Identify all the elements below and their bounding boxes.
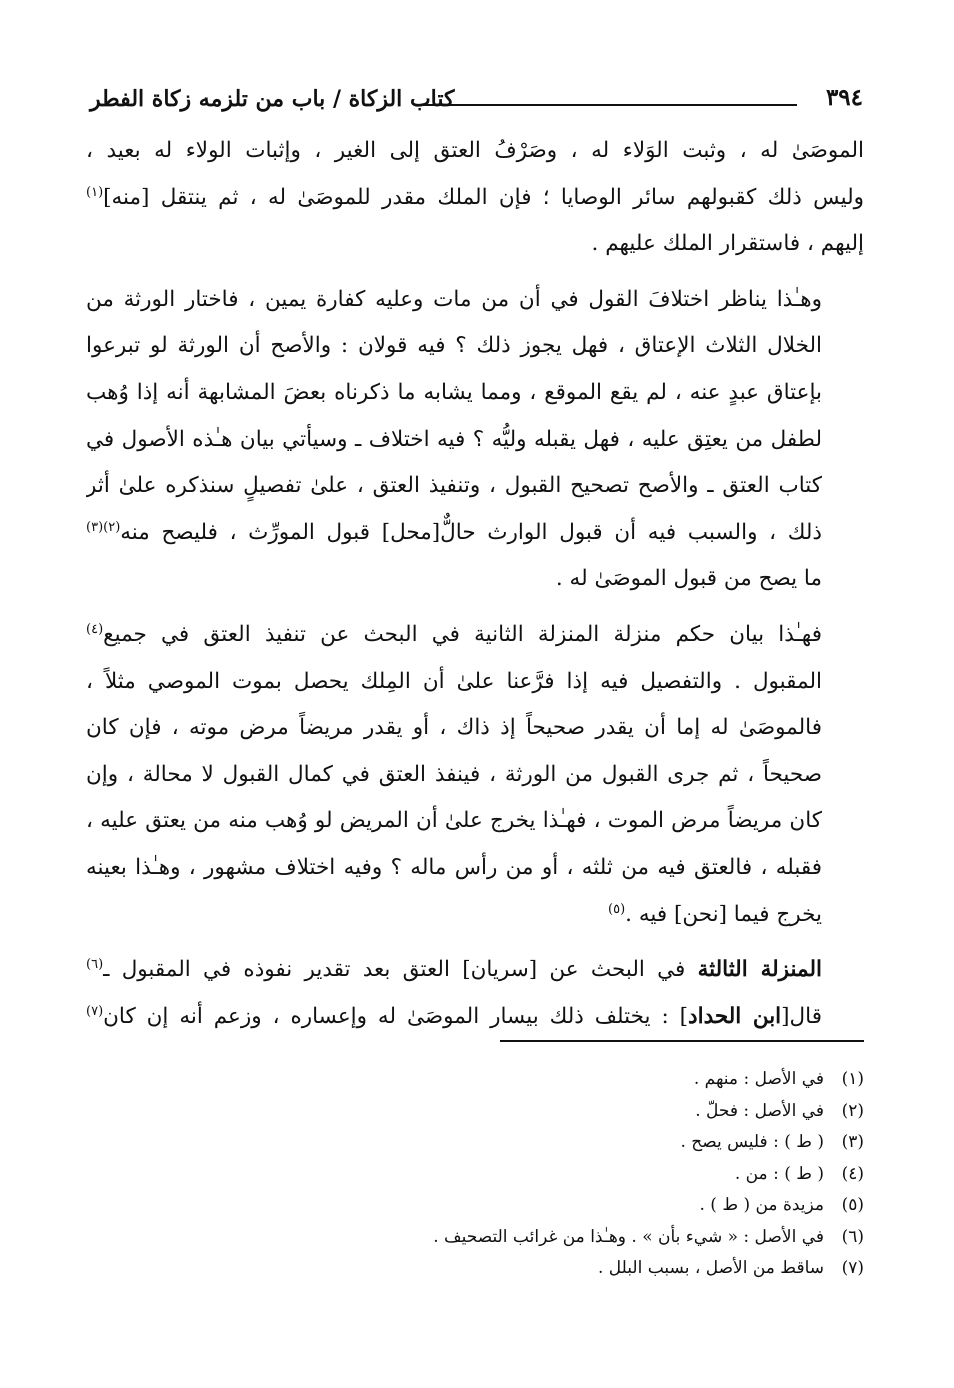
text-line: المقبول . والتفصيل فيه إذا فرَّعنا علىٰ أن المِلك يحصل بموت الموصي مثلاً ، [86, 668, 822, 694]
footnote-ref: (٥) [608, 901, 626, 917]
footnote-ref: (٦) [86, 956, 104, 972]
main-text [86, 128, 864, 1049]
footnote [264, 1064, 864, 1096]
footnote-number: (٣) [841, 1132, 864, 1152]
footnote-ref: (٧) [86, 1003, 104, 1019]
paragraph-1 [86, 128, 864, 268]
footnote-ref: (٣) [86, 519, 104, 535]
footnote-text: ( ط ) : فليس يصح . [680, 1132, 824, 1152]
footnote-text: ( ط ) : من . [734, 1163, 824, 1184]
footnote-number: (١) [841, 1069, 864, 1089]
footnote-rule [500, 1040, 864, 1042]
footnote-number: (٦) [841, 1226, 864, 1247]
text-line: بإعتاق عبدٍ عنه ، لم يقع الموقع ، ومما يشابه ما ذكرناه بعضَ المشابهة أنه إذا وُهب [86, 379, 822, 405]
text-line: كان مريضاً مرض الموت ، فهـٰذا يخرج علىٰ أن المريض لو وُهب منه من يعتق عليه ، [86, 808, 822, 834]
footnote-number: (٧) [841, 1258, 864, 1278]
text-line: صحيحاً ، ثم جرى القبول من الورثة ، فينفذ العتق في كمال القبول لا محالة ، وإن [86, 761, 822, 787]
footnote-text: ساقط من الأصل ، بسبب البلل . [597, 1258, 824, 1278]
footnote-number: (٢) [841, 1100, 864, 1121]
page-number: ٣٩٤ [825, 84, 863, 111]
text-line: إليهم ، فاستقرار الملك عليهم . [591, 231, 864, 257]
footnote-ref: (٤) [86, 621, 104, 637]
footnote [264, 1190, 864, 1222]
footnote [264, 1159, 864, 1191]
footnote-number: (٤) [841, 1163, 864, 1184]
text-line: ما يصح من قبول الموصَىٰ له . [555, 566, 822, 592]
footnote [264, 1096, 864, 1128]
footnotes [264, 1064, 864, 1285]
footnote-text: في الأصل : فحلّ . [695, 1100, 824, 1121]
footnote-text: في الأصل : منهم . [693, 1069, 824, 1089]
text-line: فقبله ، فالعتق فيه من ثلثه ، أو من رأس ماله ؟ وفيه اختلاف مشهور ، وهـٰذا بعينه [86, 854, 822, 880]
text-line: وليس ذلك كقبولهم سائر الوصايا ؛ فإن الملك مقدر للموصَىٰ له ، ثم ينتقل [منه]$^{(١)}$ [86, 184, 864, 210]
footnote [264, 1222, 864, 1254]
paragraph-3 [86, 612, 864, 938]
bold-phrase: المنزلة الثالثة [697, 957, 822, 983]
footnote [264, 1253, 864, 1285]
footnote-text: في الأصل : « شيء بأن » . وهـٰذا من غرائب التصحيف . [433, 1226, 824, 1247]
text-line: الخلال الثلاث الإعتاق ، فهل يجوز ذلك ؟ فيه قولان : والأصح أن الورثة لو تبرعوا [86, 333, 822, 359]
footnote-text: مزيدة من ( ط ) . [699, 1195, 824, 1215]
running-title: كتاب الزكاة / باب من تلزمه زكاة الفطر [90, 86, 455, 112]
text-line: وهـٰذا يناظر اختلافَ القول في أن من مات وعليه كفارة يمين ، فاختار الورثة من [86, 286, 822, 312]
text-line: لطفل من يعتِق عليه ، فهل يقبله وليُّه ؟ فيه اختلاف ـ وسيأتي بيان هـٰذه الأصول في [86, 426, 822, 452]
text-line: المنزلة الثالثة في البحث عن [سريان] العتق بعد تقدير نفوذه في المقبول ـ$^{(٦)}$ [86, 956, 822, 983]
text-line: فالموصَىٰ له إما أن يقدر صحيحاً إذ ذاك ، أو يقدر مريضاً مرض موته ، فإن كان [86, 715, 822, 741]
text-line: كتاب العتق ـ والأصح تصحيح القبول ، وتنفيذ العتق ، علىٰ تفصيلٍ سنذكره علىٰ أثر [86, 473, 822, 499]
text-line: يخرج فيما [نحن] فيه .$^{(٥)}$ [608, 901, 822, 927]
footnote [264, 1127, 864, 1159]
text-line: الموصَىٰ له ، وثبت الوَلاء له ، وصَرْفُ العتق إلى الغير ، وإثبات الولاء له بعيد ، [86, 138, 864, 163]
text-line: قال[ابن الحداد] : يختلف ذلك بيسار الموصَىٰ له وإعساره ، وزعم أنه إن كان$^{(٧)}$ [86, 1003, 822, 1029]
footnote-ref: (٢) [103, 519, 121, 535]
bold-phrase: ابن الحداد [688, 1003, 782, 1029]
text-line: ذلك ، والسبب فيه أن قبول الوارث حالٌّ[محل] قبول المورِّث ، فليصح منه$^{(٢)(٣)}$ [86, 519, 822, 545]
header-rule [420, 104, 797, 106]
footnote-number: (٥) [841, 1195, 864, 1215]
paragraph-2 [86, 277, 864, 603]
running-header [90, 82, 863, 122]
text-line: فهـٰذا بيان حكم منزلة المنزلة الثانية في البحث عن تنفيذ العتق في جميع$^{(٤)}$ [86, 621, 822, 647]
footnote-ref: (١) [86, 184, 104, 200]
paragraph-4 [86, 947, 864, 1040]
